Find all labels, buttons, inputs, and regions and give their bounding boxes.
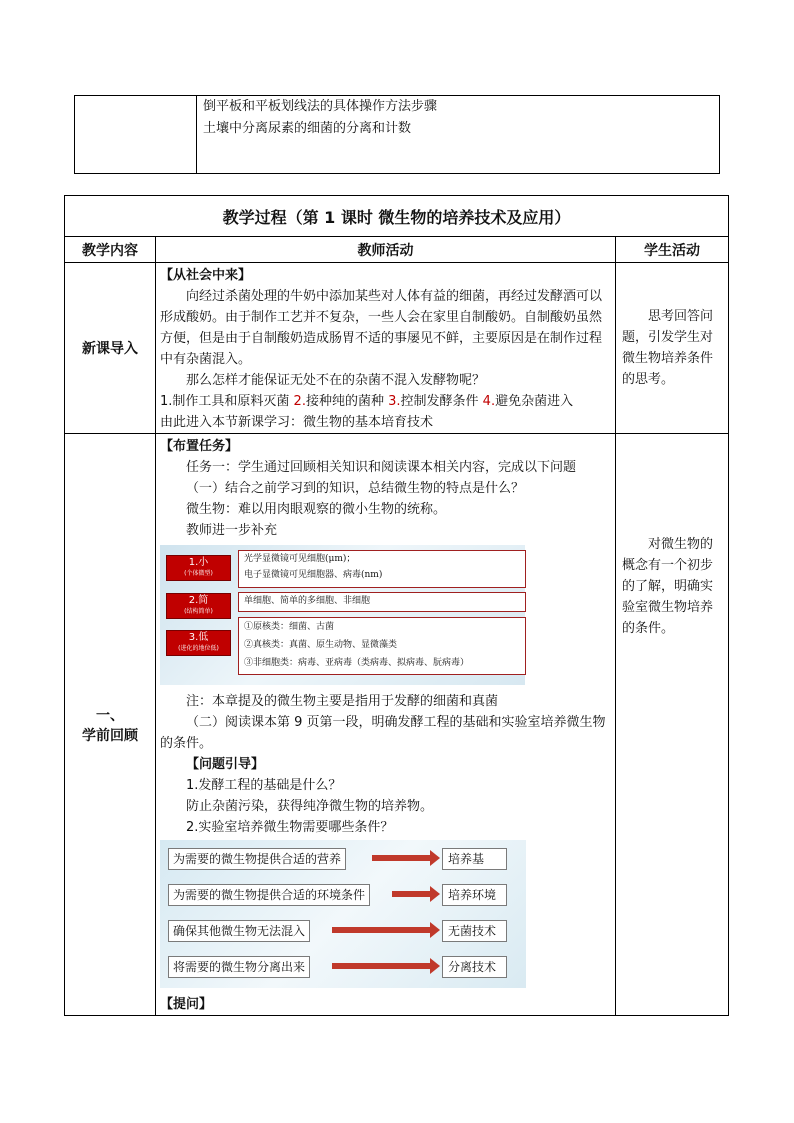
row2-teacher-cell: [156, 434, 616, 1016]
row1-student-text: 思考回答问题，引发学生对微生物培养条件的思考。: [622, 309, 714, 387]
result-aseptic: 无菌技术: [442, 920, 507, 942]
top-line-1: 倒平板和平板划线法的具体操作方法步骤: [203, 99, 438, 114]
note-text: 注：本章提及的微生物主要是指用于发酵的细菌和真菌: [186, 694, 499, 709]
section-assign-task: 【布置任务】: [160, 439, 239, 454]
arrow-right-icon: [332, 963, 430, 969]
feature-low-box: [166, 630, 231, 656]
feature-low-sub: (进化的地位低): [178, 645, 219, 652]
teaching-process-table: [64, 195, 729, 1016]
microbe-features-diagram: [160, 545, 525, 685]
option-1: 1.制作工具和原料灭菌: [160, 394, 290, 409]
section-ask: 【提问】: [160, 997, 213, 1012]
definition-text: 微生物：难以用肉眼观察的微小生物的统称。: [186, 502, 447, 517]
structure-detail-1: 单细胞、简单的多细胞、非细胞: [244, 596, 371, 606]
option-2-num: 2.: [293, 394, 306, 409]
option-3-num: 3.: [388, 394, 401, 409]
arrow-right-icon: [332, 927, 430, 933]
category-detail-box: [238, 617, 526, 675]
condition-nutrition: 为需要的微生物提供合适的营养: [168, 848, 346, 870]
header-teacher: 教师活动: [156, 237, 616, 263]
transition-text: 由此进入本节新课学习：微生物的基本培育技术: [160, 415, 434, 430]
size-detail-box: [238, 550, 526, 588]
answer-options: [160, 391, 611, 412]
table-title: 教学过程（第 1 课时 微生物的培养技术及应用）: [65, 196, 729, 237]
arrow-right-icon: [392, 891, 430, 897]
row2-student-cell: [616, 434, 729, 1016]
condition-environment: 为需要的微生物提供合适的环境条件: [168, 884, 370, 906]
feature-simple-sub: (结构简单): [184, 608, 213, 615]
feature-small: 1.小: [188, 557, 209, 568]
row2-label: [65, 434, 156, 1016]
result-environment: 培养环境: [442, 884, 507, 906]
row2-label-line1: 一、: [96, 707, 124, 724]
row1-teacher-cell: [156, 263, 616, 434]
top-table-empty-cell: [75, 96, 197, 174]
row2-label-line2: 学前回顾: [82, 727, 138, 744]
condition-aseptic: 确保其他微生物无法混入: [168, 920, 310, 942]
supplement-text: 教师进一步补充: [186, 523, 278, 538]
guide-question1: 1.发酵工程的基础是什么？: [186, 778, 342, 793]
guide-answer1: 防止杂菌污染，获得纯净微生物的培养物。: [186, 799, 434, 814]
option-3: 控制发酵条件: [400, 394, 479, 409]
header-content: 教学内容: [65, 237, 156, 263]
result-separation: 分离技术: [442, 956, 507, 978]
top-table-content-cell: [197, 96, 720, 174]
option-2: 接种纯的菌种: [305, 394, 384, 409]
size-detail-2: 电子显微镜可见细胞器、病毒(nm): [244, 570, 383, 580]
top-table: [74, 95, 720, 174]
feature-low: 3.低: [188, 632, 209, 643]
section-from-society: 【从社会中来】: [160, 268, 252, 283]
question1-text: （一）结合之前学习到的知识，总结微生物的特点是什么？: [186, 481, 525, 496]
category-detail-3: ③非细胞类：病毒、亚病毒（类病毒、拟病毒、朊病毒）: [244, 658, 470, 668]
culture-conditions-diagram: [160, 840, 526, 988]
feature-small-box: [166, 555, 231, 581]
task1-text: 任务一：学生通过回顾相关知识和阅读课本相关内容，完成以下问题: [186, 460, 577, 475]
option-4: 避免杂菌进入: [495, 394, 574, 409]
intro-question: 那么怎样才能保证无处不在的杂菌不混入发酵物呢？: [186, 373, 486, 388]
arrow-right-icon: [372, 855, 430, 861]
structure-detail-box: [238, 592, 526, 612]
row1-student-cell: [616, 263, 729, 434]
size-detail-1: 光学显微镜可见细胞(μm)；: [244, 554, 356, 564]
category-detail-2: ②真核类：真菌、原生动物、显微藻类: [244, 640, 398, 650]
intro-paragraph: 向经过杀菌处理的牛奶中添加某些对人体有益的细菌，再经过发酵酒可以形成酸奶。由于制作工艺并不复杂，一些人会在家里自制酸奶。自制酸奶虽然方便，但是由于自制酸奶造成肠胃不适的事屡见不鲜，主要原因是在制作过程中有杂菌混入。: [160, 289, 603, 367]
feature-small-sub: (个体微型): [184, 570, 213, 577]
feature-simple-box: [166, 593, 231, 619]
result-medium: 培养基: [442, 848, 507, 870]
question2-text: （二）阅读课本第 9 页第一段，明确发酵工程的基础和实验室培养微生物的条件。: [160, 715, 606, 751]
row1-label: 新课导入: [65, 263, 156, 434]
section-guide: 【问题引导】: [186, 757, 265, 772]
condition-separation: 将需要的微生物分离出来: [168, 956, 310, 978]
top-line-2: 土壤中分离尿素的细菌的分离和计数: [203, 121, 412, 136]
category-detail-1: ①原核类：细菌、古菌: [244, 622, 335, 632]
row2-student-text: 对微生物的概念有一个初步的了解，明确实验室微生物培养的条件。: [622, 537, 714, 636]
option-4-num: 4.: [482, 394, 496, 409]
header-student: 学生活动: [616, 237, 729, 263]
guide-question2: 2.实验室培养微生物需要哪些条件？: [186, 820, 394, 835]
feature-simple: 2.简: [188, 595, 209, 606]
